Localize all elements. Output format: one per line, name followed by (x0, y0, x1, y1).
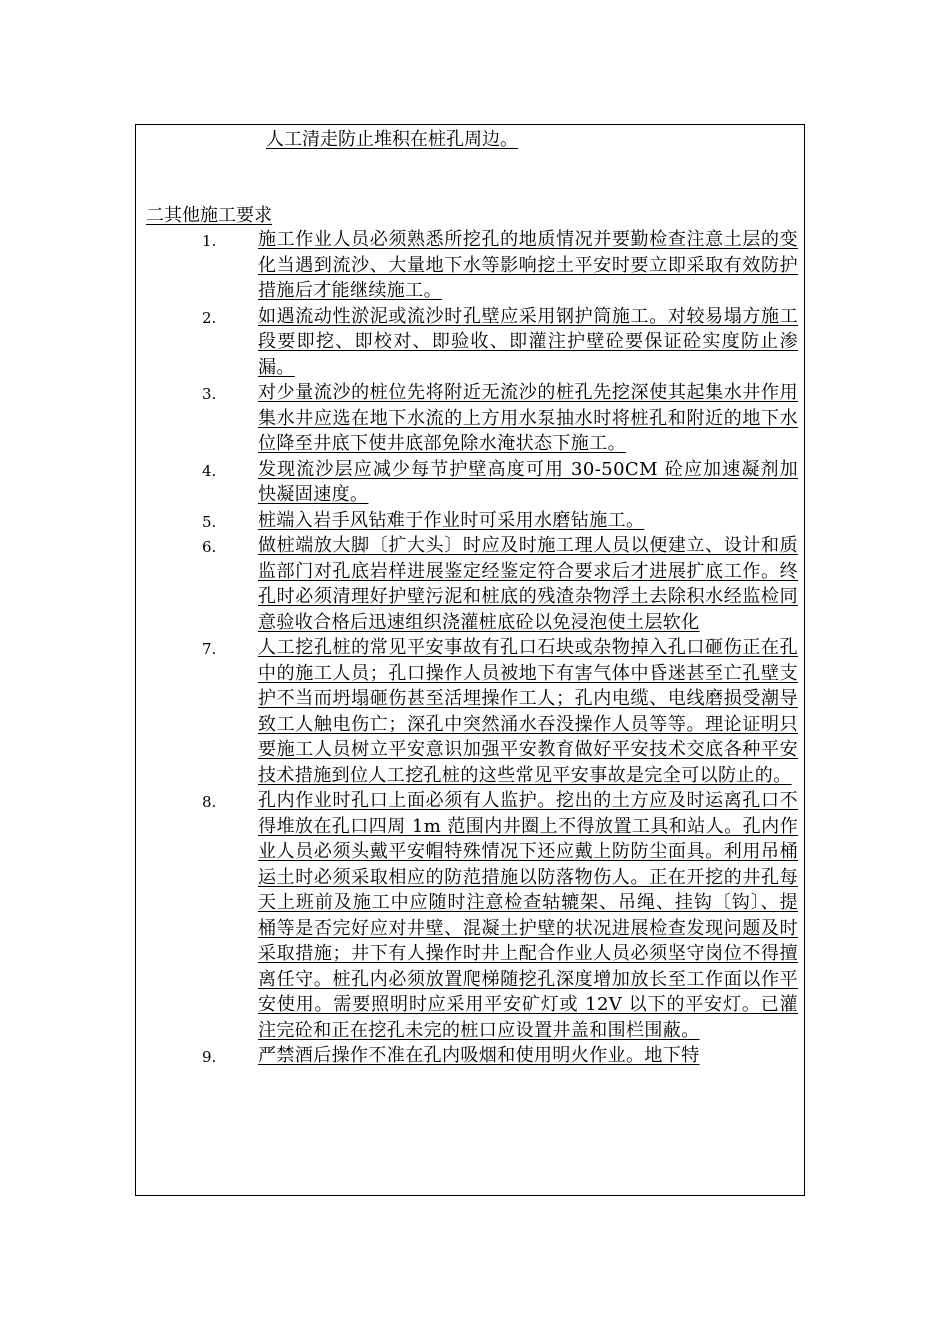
item-number: 8. (202, 793, 217, 811)
item-number: 6. (202, 538, 217, 556)
item-text: 桩端入岩手风钻难于作业时可采用水磨钻施工。 (258, 509, 645, 531)
list-item (136, 457, 805, 508)
item-text: 人工挖孔桩的常见平安事故有孔口石块或杂物掉入孔口砸伤正在孔中的施工人员；孔口操作人员被地下有害气体中昏迷甚至亡孔壁支护不当而坍塌砸伤甚至活埋操作工人；孔内电缆、电线磨损受潮导致工人触电伤亡；深孔中突然涌水吞没操作人员等等。理论证明只要施工人员树立平安意识加强平安教育做好平安技术交底各种平安技术措施到位人工挖孔桩的这些常见平安事故是完全可以防止的。 (258, 637, 798, 786)
list-item (136, 635, 805, 788)
list-item (136, 227, 805, 304)
list-item (136, 380, 805, 457)
item-number: 1. (202, 232, 217, 250)
list-item (136, 788, 805, 1043)
item-number: 2. (202, 308, 217, 327)
item-number: 4. (202, 461, 217, 480)
item-text: 如遇流动性淤泥或流沙时孔壁应采用钢护筒施工。对较易塌方施工段要即挖、即校对、即验收、即灌注护壁砼要保证砼实度防止渗漏。 (258, 305, 798, 378)
item-text: 发现流沙层应减少每节护壁高度可用 30-50CM 砼应加速凝剂加快凝固速度。 (258, 458, 798, 505)
item-number: 5. (202, 512, 217, 531)
list-item (136, 508, 805, 534)
item-number: 9. (202, 1048, 217, 1066)
item-number: 3. (202, 385, 217, 403)
item-text: 做桩端放大脚〔扩大头〕时应及时施工理人员以便建立、设计和质监部门对孔底岩样进展鉴定经鉴定符合要求后才进展扩底工作。终孔时必须清理好护壁污泥和桩底的残渣杂物浮土去除积水经监检同意验收合格后迅速组织浇灌桩底砼以免浸泡使土层软化 (258, 535, 798, 633)
item-text: 严禁酒后操作不准在孔内吸烟和使用明火作业。地下特 (258, 1045, 700, 1066)
section-heading: 二其他施工要求 (146, 205, 272, 226)
list-item (136, 304, 805, 381)
document-frame (135, 124, 805, 1196)
item-text: 对少量流沙的桩位先将附近无流沙的桩孔先挖深使其起集水井作用集水井应选在地下水流的上方用水泵抽水时将桩孔和附近的地下水位降至井底下使井底部免除水淹状态下施工。 (258, 382, 798, 454)
item-number: 7. (202, 640, 217, 658)
requirements-list (136, 227, 805, 1069)
item-text: 孔内作业时孔口上面必须有人监护。挖出的土方应及时运离孔口不得堆放在孔口四周 1m 范围内井圈上不得放置工具和站人。孔内作业人员必须头戴平安帽特殊情况下还应戴上防防尘面具。利用吊桶运土时必须采取相应的防范措施以防落物伤人。正在开挖的井孔每天上班前及施工中应随时注意检查轱辘架、吊绳、挂钩〔钩〕、提桶等是否完好应对井壁、混凝土护壁的状况进展检查发现问题及时采取措施；井下有人操作时井上配合作业人员必须坚守岗位不得擅离任守。桩孔内必须放置爬梯随挖孔深度增加放长至工作面以作平安使用。需要照明时应采用平安矿灯或 12V 以下的平安灯。已灌注完砼和正在挖孔未完的桩口应设置井盖和围栏围蔽。 (258, 790, 798, 1041)
item-text: 施工作业人员必须熟悉所挖孔的地质情况并要勤检查注意土层的变化当遇到流沙、大量地下水等影响挖土平安时要立即采取有效防护措施后才能继续施工。 (258, 229, 798, 301)
intro-line: 人工清走防止堆积在桩孔周边。 (266, 129, 518, 150)
list-item (136, 1043, 805, 1069)
list-item (136, 533, 805, 635)
